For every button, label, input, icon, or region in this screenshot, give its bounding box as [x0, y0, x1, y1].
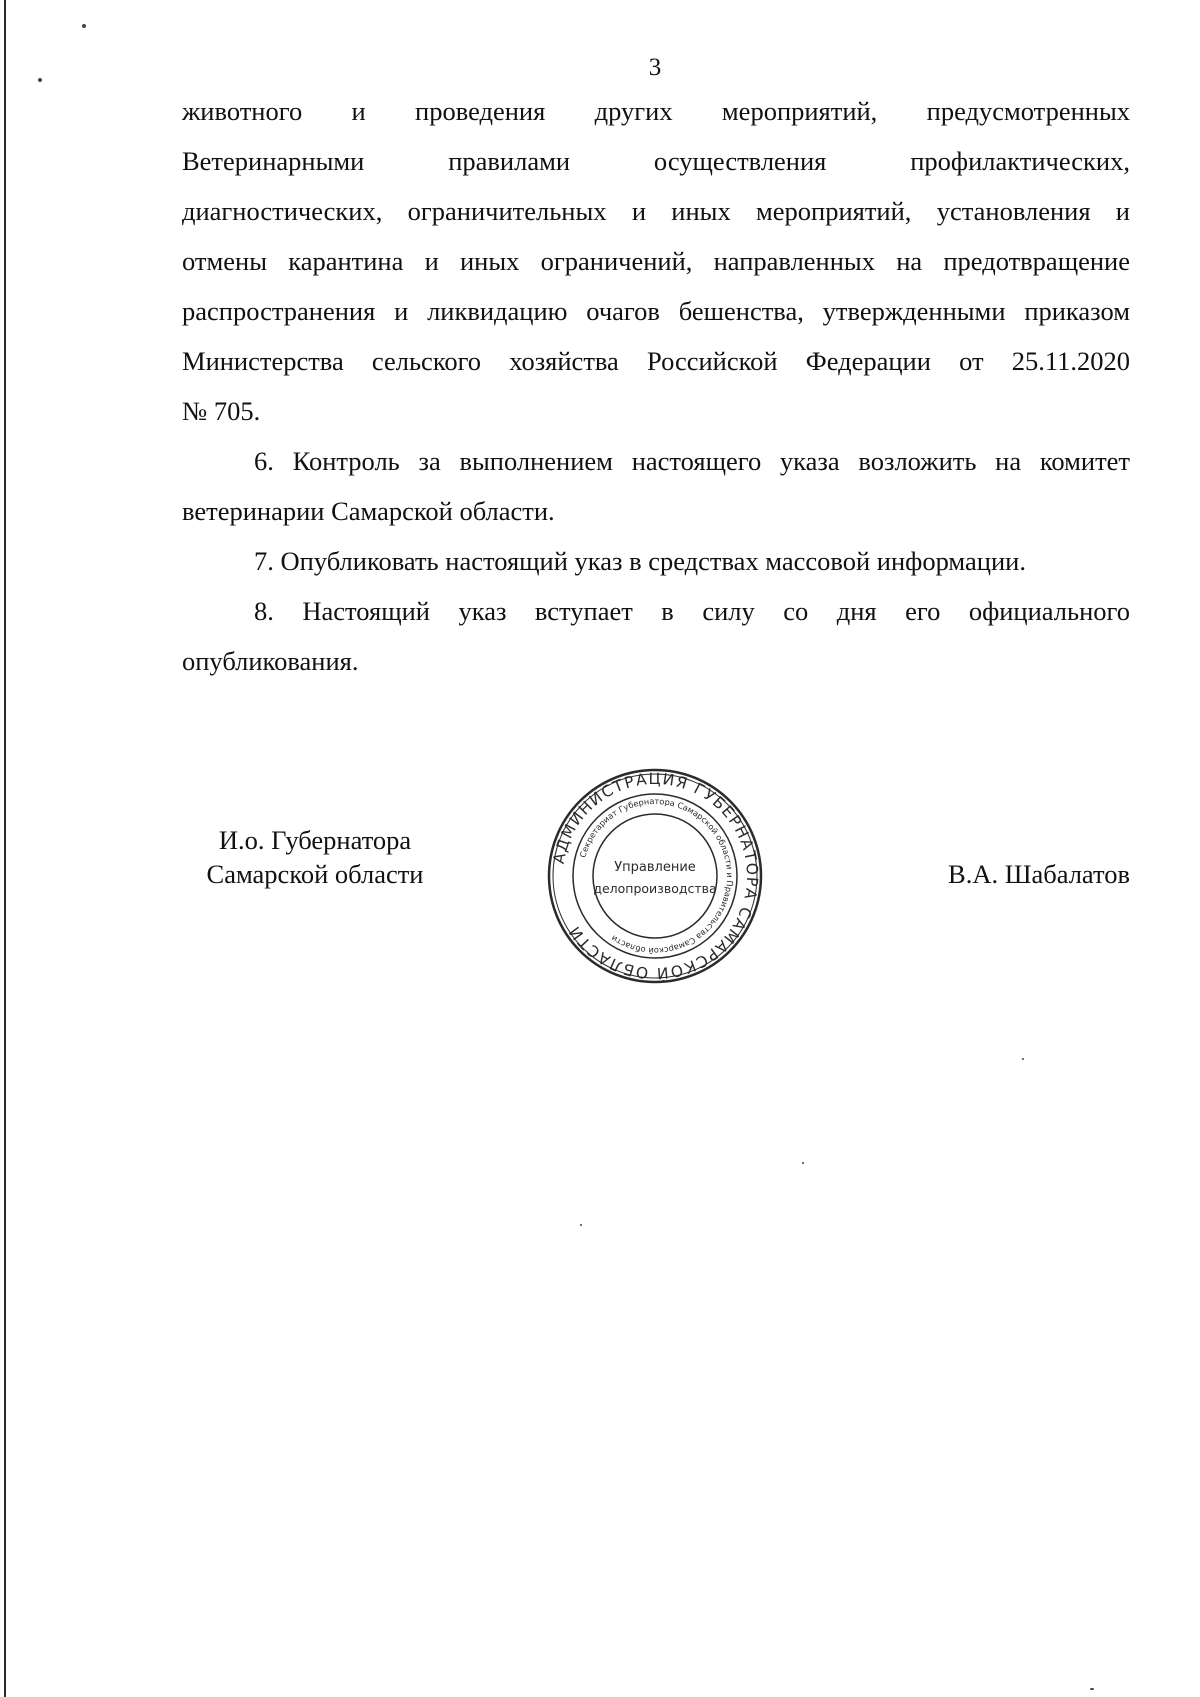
text-line: животного и проведения других мероприятий, предусмотренных: [182, 96, 1130, 126]
paragraph-5-continuation: [182, 86, 1130, 436]
official-seal: [545, 765, 765, 987]
seal-inner-text: Секретариат Губернатора Самарской области и Правительства Самарской области: [577, 795, 736, 957]
scan-speck: [82, 24, 86, 28]
seal-center-line: делопроизводства: [593, 881, 717, 896]
position-line: Самарской области: [206, 859, 424, 889]
seal-inner-ring: [593, 814, 717, 938]
text-line: ветеринарии Самарской области.: [182, 496, 555, 526]
text-line: диагностических, ограничительных и иных мероприятий, установления и: [182, 196, 1130, 226]
paragraph-6: [182, 436, 1130, 536]
text-line: распространения и ликвидацию очагов бешенства, утвержденными приказом: [182, 296, 1130, 326]
seal-middle-ring: [573, 794, 737, 958]
seal-outer-text: АДМИНИСТРАЦИЯ ГУБЕРНАТОРА САМАРСКОЙ ОБЛАСТИ: [549, 769, 762, 983]
paragraph-7: [182, 536, 1130, 586]
scan-speck: [580, 1224, 582, 1226]
text-line: Ветеринарными правилами осуществления профилактических,: [182, 146, 1130, 176]
text-line: 8. Настоящий указ вступает в силу со дня его официального: [254, 596, 1130, 626]
text-line: № 705.: [182, 396, 261, 426]
signatory-position: [150, 823, 480, 891]
text-line: опубликования.: [182, 646, 359, 676]
paragraph-8: [182, 586, 1130, 686]
signatory-name: В.А. Шабалатов: [948, 859, 1130, 889]
seal-center-line: Управление: [614, 860, 696, 875]
text-line: 7. Опубликовать настоящий указ в средствах массовой информации.: [254, 546, 1026, 576]
scan-left-edge: [4, 0, 6, 1697]
page-number: 3: [648, 54, 662, 81]
seal-graphic: [545, 765, 765, 987]
scan-speck: [1090, 1688, 1094, 1690]
position-line: И.о. Губернатора: [218, 825, 412, 855]
text-line: Министерства сельского хозяйства Российской Федерации от 25.11.2020: [182, 346, 1130, 376]
document-body: [182, 86, 1130, 686]
text-line: отмены карантина и иных ограничений, направленных на предотвращение: [182, 246, 1130, 276]
scan-speck: [1022, 1058, 1024, 1060]
text-line: 6. Контроль за выполнением настоящего указа возложить на комитет: [254, 446, 1130, 476]
scan-speck: [802, 1162, 804, 1164]
